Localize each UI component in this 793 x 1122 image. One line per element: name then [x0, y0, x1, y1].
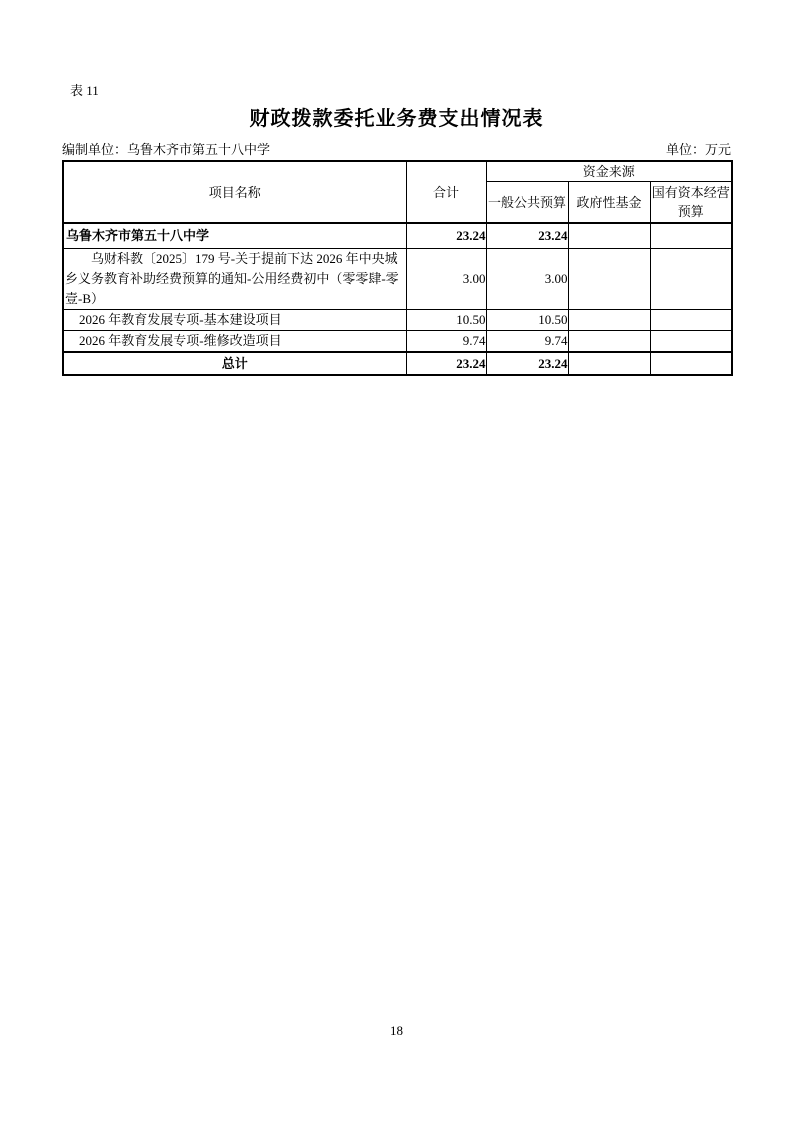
project-name-cell: 2026 年教育发展专项-维修改造项目: [63, 331, 406, 353]
general-public-budget-cell: 23.24: [486, 223, 568, 249]
table-row: [63, 310, 732, 331]
prepared-by-label: 编制单位：乌鲁木齐市第五十八中学: [62, 142, 271, 157]
government-fund-cell: [568, 249, 650, 310]
page-title: 财政拨款委托业务费支出情况表: [249, 108, 544, 130]
state-capital-budget-cell: [650, 223, 732, 249]
unit-label: 单位：万元: [665, 142, 731, 157]
table-number-label: 表 11: [70, 83, 99, 98]
col-header-project-name: 项目名称: [63, 161, 406, 223]
table-meta-row: [62, 139, 731, 158]
col-header-state-capital-budget: 国有资本经营预算: [650, 182, 732, 224]
table-header: [63, 161, 732, 223]
government-fund-cell: [568, 331, 650, 353]
total-cell: 23.24: [406, 223, 486, 249]
col-header-funding-source: 资金来源: [486, 161, 732, 182]
government-fund-cell: [568, 352, 650, 375]
table-row: [63, 249, 732, 310]
general-public-budget-cell: 3.00: [486, 249, 568, 310]
state-capital-budget-cell: [650, 249, 732, 310]
project-name-cell: 乌财科教〔2025〕179 号-关于提前下达 2026 年中央城乡义务教育补助经费预算的通知-公用经费初中（零零肆-零壹-B）: [63, 249, 406, 310]
col-header-total: 合计: [406, 161, 486, 223]
general-public-budget-cell: 23.24: [486, 352, 568, 375]
col-header-government-fund: 政府性基金: [568, 182, 650, 224]
state-capital-budget-cell: [650, 352, 732, 375]
state-capital-budget-cell: [650, 331, 732, 353]
page-number: 18: [390, 1023, 403, 1038]
col-header-general-public-budget: 一般公共预算: [486, 182, 568, 224]
state-capital-budget-cell: [650, 310, 732, 331]
project-name-cell: 乌鲁木齐市第五十八中学: [63, 223, 406, 249]
table-row: [63, 331, 732, 353]
total-cell: 9.74: [406, 331, 486, 353]
table-row: [63, 352, 732, 375]
government-fund-cell: [568, 310, 650, 331]
header-row-top: [63, 161, 732, 182]
expenditure-table: [62, 160, 733, 376]
project-name-cell: 总计: [63, 352, 406, 375]
general-public-budget-cell: 10.50: [486, 310, 568, 331]
total-cell: 23.24: [406, 352, 486, 375]
general-public-budget-cell: 9.74: [486, 331, 568, 353]
table-body: [63, 223, 732, 375]
government-fund-cell: [568, 223, 650, 249]
total-cell: 3.00: [406, 249, 486, 310]
total-cell: 10.50: [406, 310, 486, 331]
table-row: [63, 223, 732, 249]
project-name-cell: 2026 年教育发展专项-基本建设项目: [63, 310, 406, 331]
